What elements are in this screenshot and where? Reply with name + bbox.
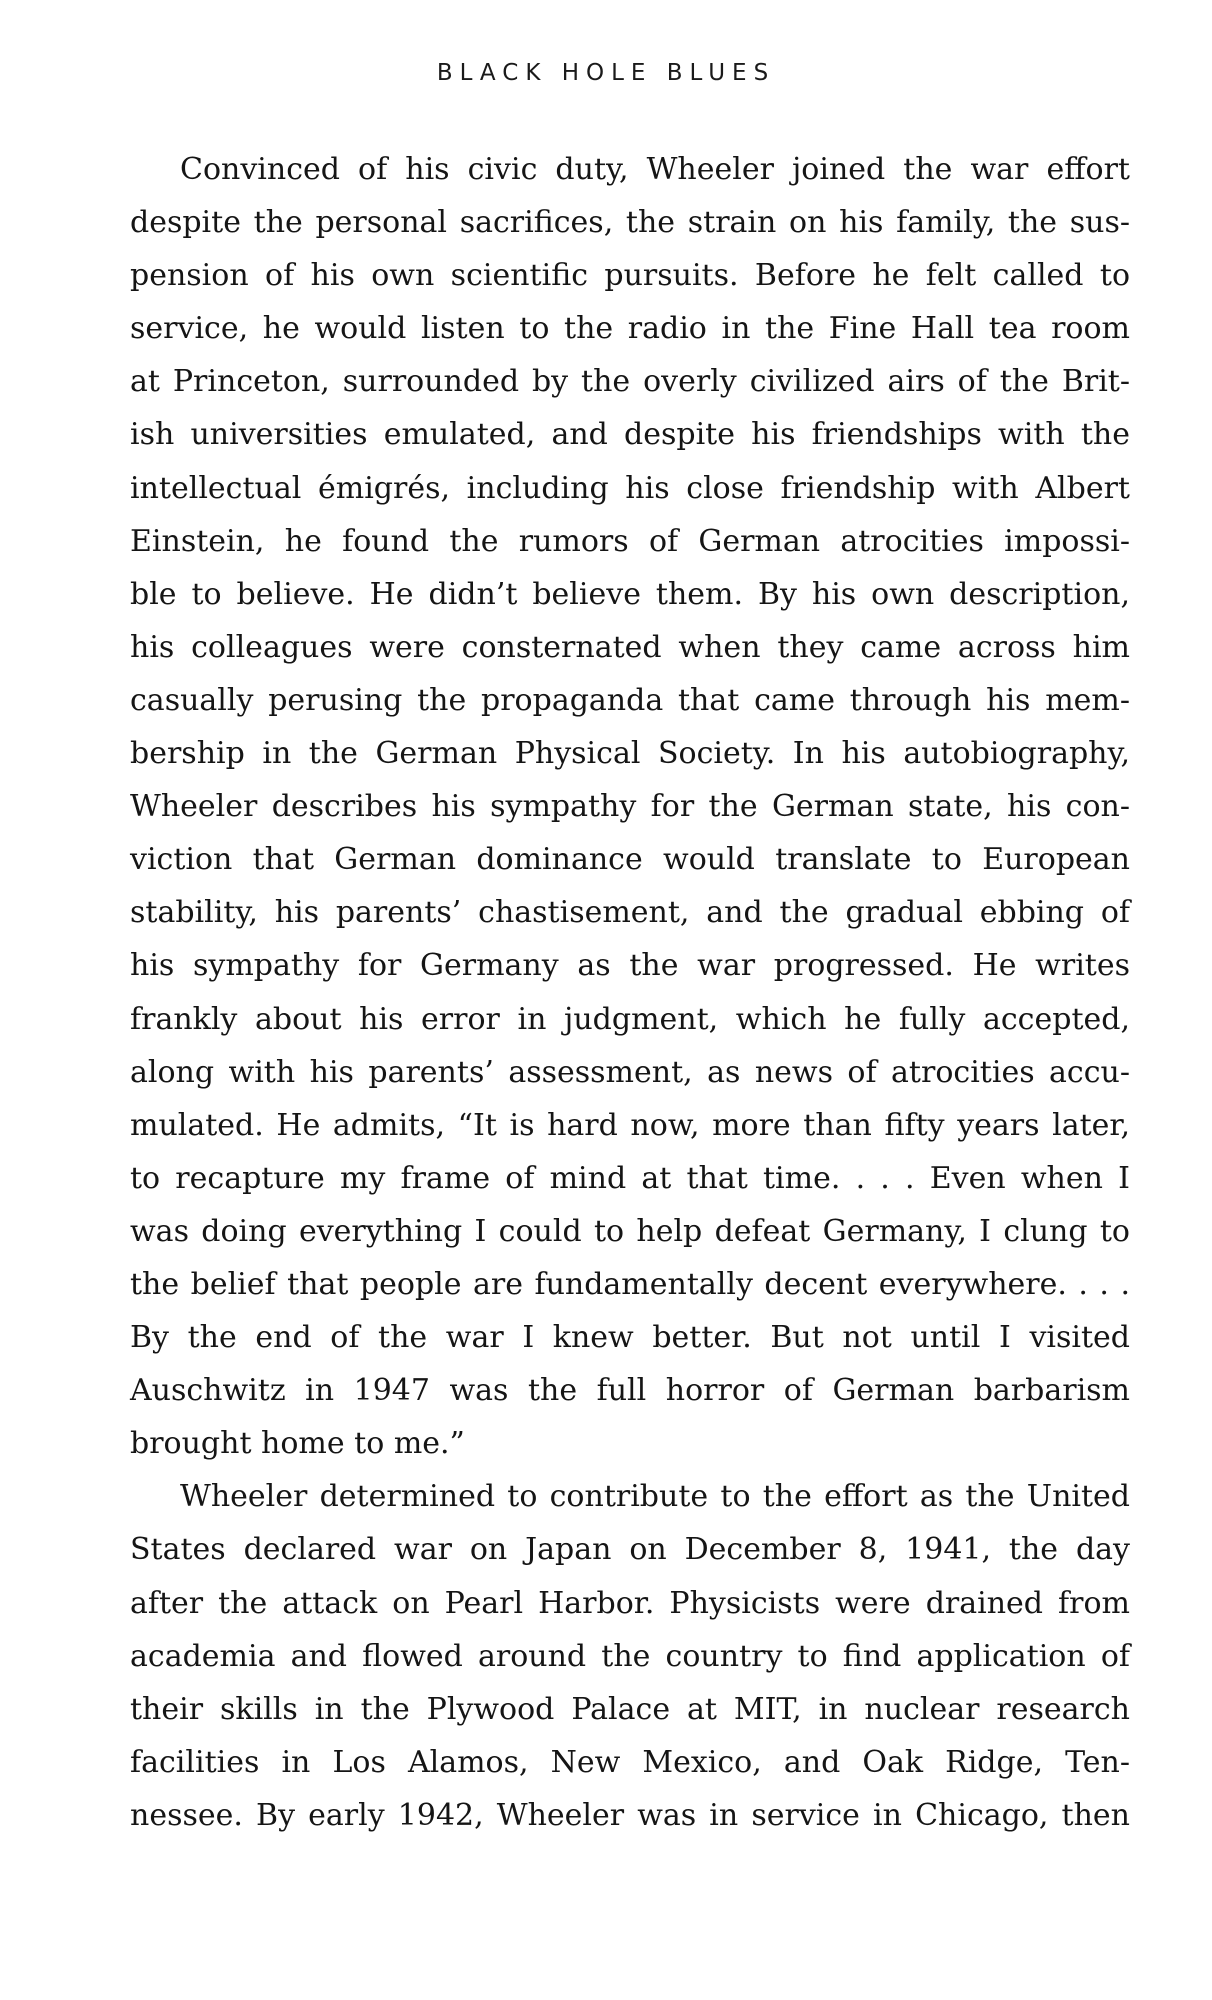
- text-line: service, he would listen to the radio in the Fine Hall tea room: [130, 311, 1130, 347]
- text-line: Auschwitz in 1947 was the full horror of German barbarism: [130, 1373, 1130, 1409]
- text-line: after the attack on Pearl Harbor. Physicists were drained from: [130, 1585, 1130, 1621]
- text-line: Wheeler determined to contribute to the effort as the United: [180, 1479, 1130, 1515]
- running-head: BLACK HOLE BLUES: [436, 60, 776, 86]
- text-line: brought home to me.”: [130, 1426, 465, 1462]
- text-line: Einstein, he found the rumors of German atrocities impossi-: [130, 523, 1130, 559]
- text-line: facilities in Los Alamos, New Mexico, and Oak Ridge, Ten-: [130, 1744, 1130, 1780]
- body-text: [130, 143, 1130, 1842]
- text-line: Convinced of his civic duty, Wheeler joined the war effort: [180, 152, 1130, 187]
- text-line: his sympathy for Germany as the war progressed. He writes: [130, 948, 1130, 984]
- text-line: intellectual émigrés, including his close friendship with Albert: [130, 470, 1130, 506]
- text-line: Wheeler describes his sympathy for the German state, his con-: [130, 789, 1130, 825]
- text-line: academia and flowed around the country to find application of: [130, 1638, 1130, 1674]
- text-line: stability, his parents’ chastisement, and the gradual ebbing of: [130, 895, 1130, 931]
- text-line: bership in the German Physical Society. In his autobiography,: [130, 736, 1130, 772]
- text-line: his colleagues were consternated when they came across him: [130, 629, 1130, 665]
- text-line: ble to believe. He didn’t believe them. By his own description,: [130, 576, 1130, 612]
- text-line: pension of his own scientific pursuits. Before he felt called to: [130, 258, 1130, 294]
- text-line: nessee. By early 1942, Wheeler was in service in Chicago, then: [130, 1797, 1130, 1833]
- text-line: frankly about his error in judgment, which he fully accepted,: [130, 1001, 1130, 1037]
- text-line: the belief that people are fundamentally decent everywhere. . . .: [130, 1266, 1130, 1302]
- text-line: at Princeton, surrounded by the overly civilized airs of the Brit-: [130, 364, 1130, 400]
- text-line: mulated. He admits, “It is hard now, more than fifty years later,: [130, 1107, 1130, 1143]
- text-line: despite the personal sacrifices, the strain on his family, the sus-: [130, 205, 1130, 241]
- text-line: States declared war on Japan on December 8, 1941, the day: [130, 1532, 1130, 1568]
- text-line: By the end of the war I knew better. But not until I visited: [130, 1320, 1130, 1356]
- text-line: casually perusing the propaganda that came through his mem-: [130, 682, 1130, 718]
- text-line: their skills in the Plywood Palace at MIT, in nuclear research: [130, 1691, 1130, 1727]
- text-line: to recapture my frame of mind at that time. . . . Even when I: [130, 1160, 1130, 1196]
- text-line: was doing everything I could to help defeat Germany, I clung to: [130, 1213, 1130, 1249]
- text-line: ish universities emulated, and despite his friendships with the: [130, 417, 1130, 453]
- text-line: viction that German dominance would translate to European: [130, 842, 1130, 878]
- text-line: along with his parents’ assessment, as news of atrocities accu-: [130, 1054, 1130, 1090]
